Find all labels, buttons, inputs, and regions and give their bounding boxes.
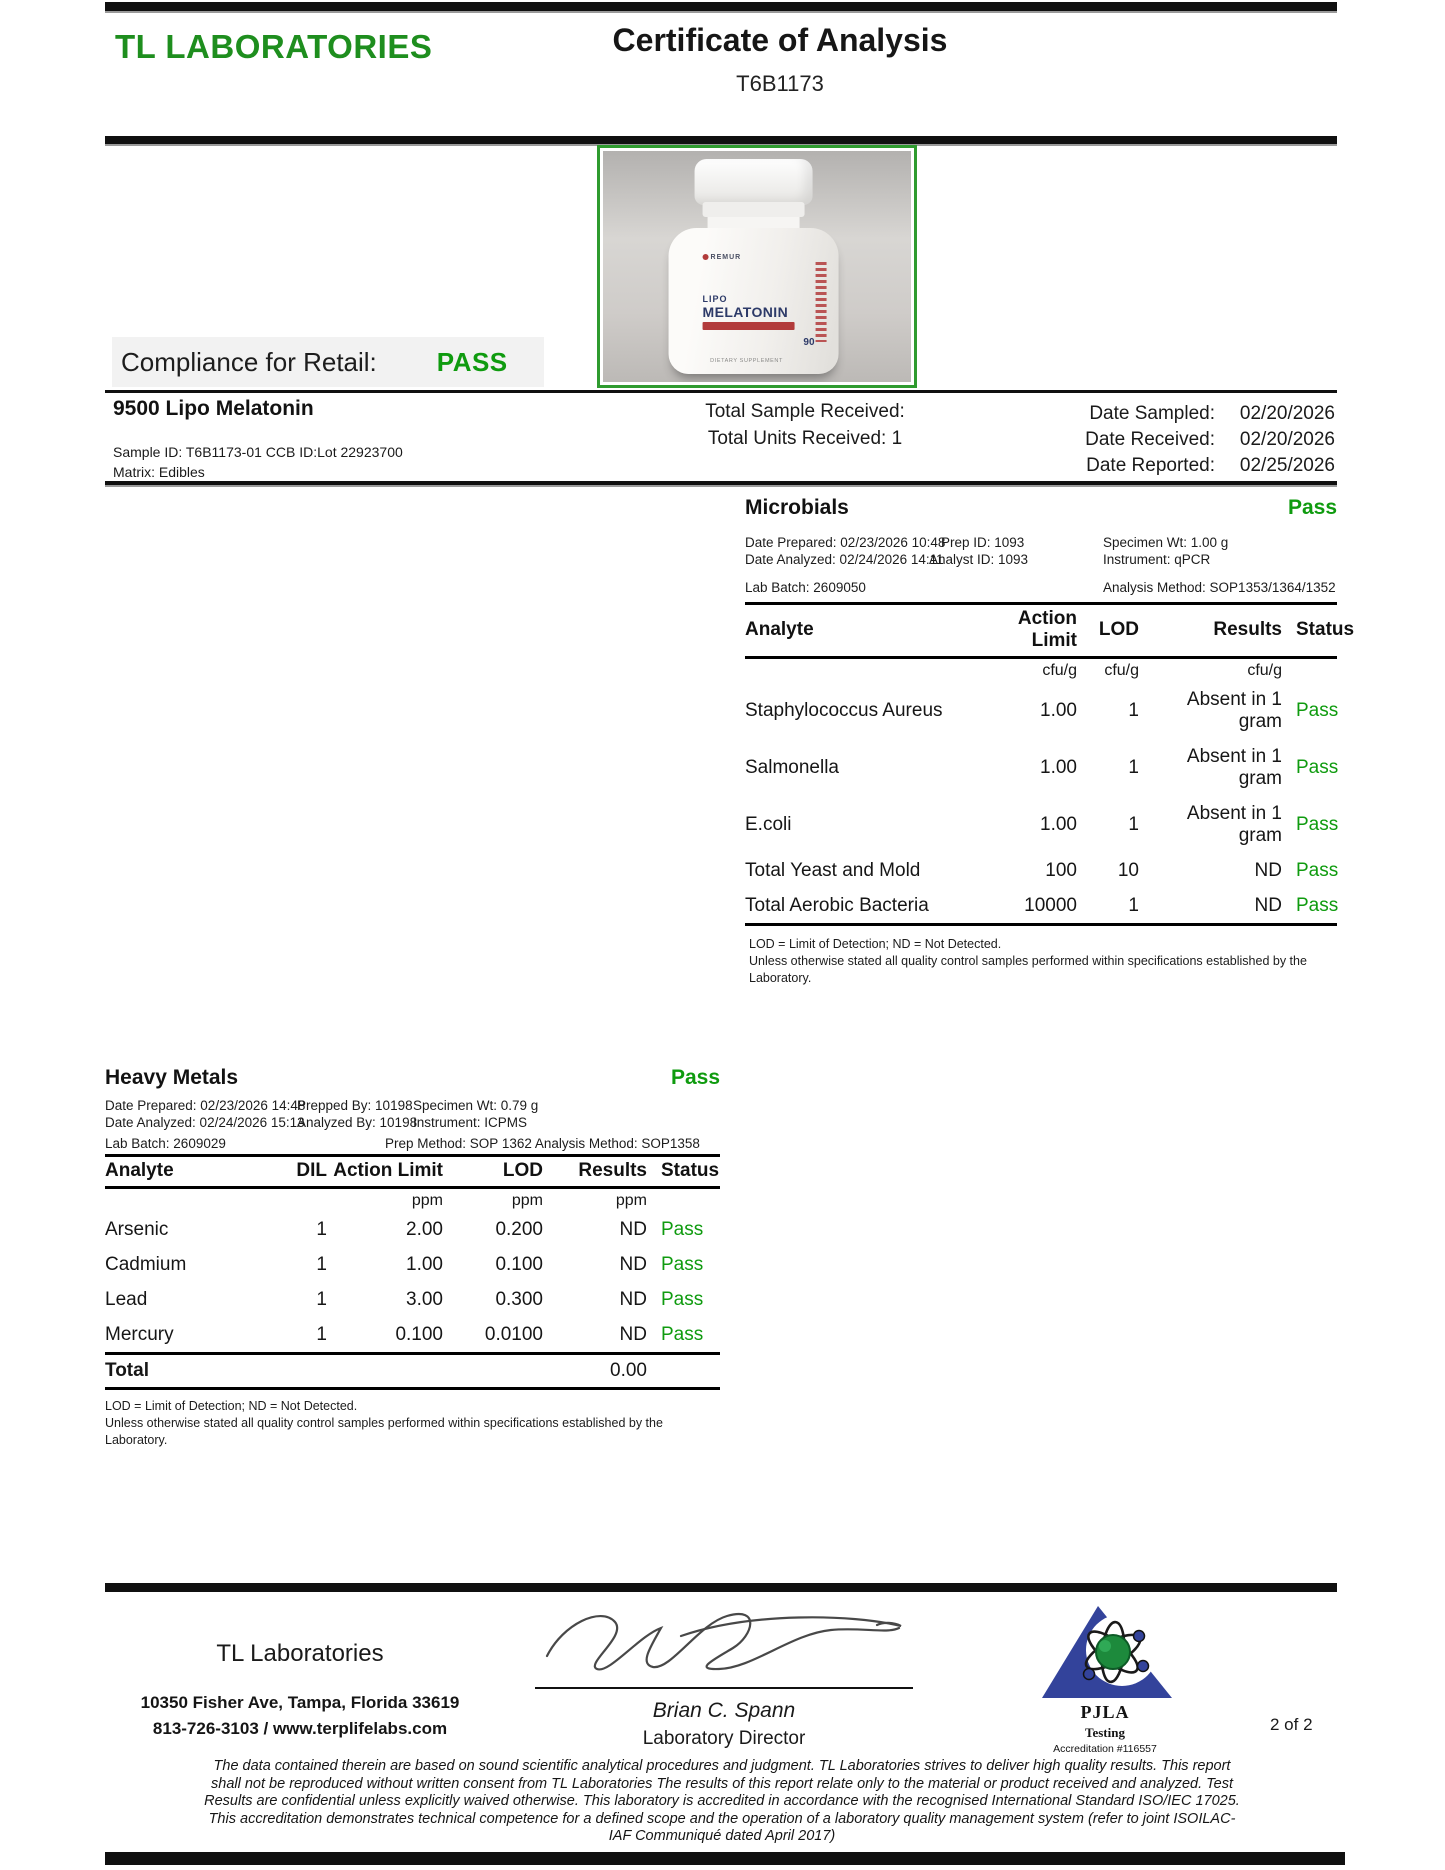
cell-status: Pass xyxy=(661,1254,704,1275)
table-row xyxy=(745,796,1337,853)
signature-block xyxy=(535,1598,913,1750)
total-units-received: Total Units Received: 1 xyxy=(707,428,903,449)
heavy-metals-footnotes xyxy=(105,1398,720,1449)
compliance-status: PASS xyxy=(436,346,508,377)
table-row xyxy=(745,888,1337,925)
sample-code: T6B1173 xyxy=(736,71,824,96)
date-row xyxy=(1000,455,1335,477)
cell-status: Pass xyxy=(1296,814,1339,835)
meta-analysis-method: Analysis Method: SOP1353/1364/1352 xyxy=(1103,580,1336,595)
header-action-limit: Action Limit xyxy=(973,604,1077,658)
cell-status: Pass xyxy=(661,1289,704,1310)
lab-brand: TL LABORATORIES xyxy=(115,28,433,65)
header-analyte: Analyte xyxy=(105,1156,263,1188)
meta-analyzed-by: Analyzed By: 10198 xyxy=(297,1115,418,1130)
bottle-brand-label xyxy=(703,254,742,261)
total-label: Total xyxy=(105,1354,263,1389)
bottle-label-bottom: DIETARY SUPPLEMENT xyxy=(710,358,783,364)
cell-results: ND xyxy=(1254,860,1282,881)
cell-results: ND xyxy=(543,1317,647,1354)
cell-analyte: Cadmium xyxy=(105,1254,187,1275)
sample-received-block xyxy=(645,398,965,452)
cell-results: Absent in 1 gram xyxy=(1186,746,1282,789)
meta-prepped-by: Prepped By: 10198 xyxy=(297,1098,413,1113)
pjla-accreditation-block xyxy=(1030,1600,1180,1755)
report-title-block xyxy=(530,22,1030,97)
signer-title: Laboratory Director xyxy=(642,1728,806,1749)
cell-lod: 1 xyxy=(1128,700,1139,721)
table-row xyxy=(745,739,1337,796)
cell-analyte: Salmonella xyxy=(745,757,839,778)
cell-dil: 1 xyxy=(316,1219,327,1240)
cell-analyte: Total Aerobic Bacteria xyxy=(745,888,973,925)
pjla-name: PJLA xyxy=(1080,1702,1130,1722)
footnote-line: LOD = Limit of Detection; ND = Not Detected. xyxy=(749,937,1002,951)
page-number: 2 of 2 xyxy=(1270,1715,1313,1734)
cell-analyte: Lead xyxy=(105,1289,148,1310)
meta-date-prepared: Date Prepared: 02/23/2026 10:48 xyxy=(745,535,946,550)
cell-analyte: Staphylococcus Aureus xyxy=(745,700,943,721)
unit-action-limit: ppm xyxy=(411,1192,443,1209)
cell-results: Absent in 1 gram xyxy=(1186,689,1282,732)
footnote-line: Unless otherwise stated all quality control samples performed within specifications established by the Laboratory. xyxy=(105,1416,663,1447)
cell-status: Pass xyxy=(1282,888,1337,925)
cell-analyte: E.coli xyxy=(745,814,792,835)
disclaimer: The data contained therein are based on sound scientific analytical procedures and judgment. TL Laboratories strives to deliver high quality results. This report shall not be reproduced without written consent from TL Laboratories The results of this report relate only to the material or product received and analyzed. Test Results are confidential unless explicitly waived otherwise. This laboratory is accredited in accordance with the recognised International Standard ISO/IEC 17025. This accreditation demonstrates technical competence for a defined scope and the operation of a laboratory quality management system (refer to joint ISOILAC-IAF Communiqué dated April 2017) xyxy=(204,1758,1240,1844)
header-dil: DIL xyxy=(263,1156,327,1188)
cell-status: Pass xyxy=(1296,700,1339,721)
date-label: Date Sampled: xyxy=(1089,403,1215,424)
unit-lod: ppm xyxy=(511,1192,543,1209)
cell-dil: 1 xyxy=(316,1254,327,1275)
date-value: 02/25/2026 xyxy=(1239,455,1335,476)
header-analyte: Analyte xyxy=(745,604,973,658)
bottle-cap-lip xyxy=(703,202,805,217)
cell-action-limit: 1.00 xyxy=(1040,700,1077,721)
pjla-logo-icon xyxy=(1030,1600,1180,1702)
compliance-label: Compliance for Retail: xyxy=(121,346,377,377)
signature xyxy=(535,1598,913,1680)
meta-analyst-id: Analyst ID: 1093 xyxy=(929,552,1029,567)
sample-id-line: Sample ID: T6B1173-01 CCB ID:Lot 22923700 xyxy=(113,444,403,460)
table-row xyxy=(745,682,1337,739)
cell-action-limit: 1.00 xyxy=(406,1254,443,1275)
bottle-body xyxy=(669,228,839,374)
header-action-limit: Action Limit xyxy=(327,1156,443,1188)
cell-analyte: Arsenic xyxy=(105,1219,169,1240)
date-row xyxy=(1000,403,1335,425)
cell-lod: 1 xyxy=(1128,814,1139,835)
meta-specimen-wt: Specimen Wt: 0.79 g xyxy=(413,1098,539,1113)
footnote-line: LOD = Limit of Detection; ND = Not Detected. xyxy=(105,1399,358,1413)
microbials-title: Microbials xyxy=(745,496,849,519)
microbials-table xyxy=(745,602,1355,926)
cell-results: ND xyxy=(619,1219,647,1240)
lab-info-block xyxy=(120,1640,480,1742)
cell-results: Absent in 1 gram xyxy=(1186,803,1282,846)
table-row xyxy=(105,1317,720,1354)
microbials-section xyxy=(745,496,1355,987)
cell-lod: 0.0100 xyxy=(443,1317,543,1354)
lab-phone-web: 813-726-3103 / www.terplifelabs.com xyxy=(152,1719,448,1738)
table-header-row xyxy=(105,1156,720,1188)
meta-date-analyzed: Date Analyzed: 02/24/2026 14:11 xyxy=(745,552,944,567)
meta-prep-method: Prep Method: SOP 1362 Analysis Method: SOP1358 xyxy=(385,1136,700,1151)
cell-results: ND xyxy=(619,1289,647,1310)
signature-line xyxy=(535,1687,913,1689)
bottle-label-melatonin: MELATONIN xyxy=(702,304,789,320)
product-photo xyxy=(597,145,917,388)
sample-name: 9500 Lipo Melatonin xyxy=(113,397,314,420)
footnote-line: Laboratory. xyxy=(749,971,812,985)
bottle xyxy=(668,159,840,374)
cell-action-limit: 1.00 xyxy=(1040,814,1077,835)
cell-lod: 0.200 xyxy=(495,1219,543,1240)
meta-date-analyzed: Date Analyzed: 02/24/2026 15:13 xyxy=(105,1115,305,1130)
date-label: Date Reported: xyxy=(1086,455,1215,476)
header-results: Results xyxy=(543,1156,647,1188)
cell-analyte: Total Yeast and Mold xyxy=(745,860,921,881)
top-rule xyxy=(105,2,1337,11)
cell-lod: 1 xyxy=(1077,888,1139,925)
table-header-row xyxy=(745,604,1337,658)
cell-status: Pass xyxy=(647,1317,720,1354)
meta-date-prepared: Date Prepared: 02/23/2026 14:48 xyxy=(105,1098,306,1113)
meta-instrument: Instrument: ICPMS xyxy=(413,1115,528,1130)
cell-action-limit: 3.00 xyxy=(406,1289,443,1310)
total-sample-received: Total Sample Received: xyxy=(705,401,905,422)
date-value: 02/20/2026 xyxy=(1239,429,1335,450)
microbials-status: Pass xyxy=(1287,496,1337,519)
compliance-rule xyxy=(105,390,1337,393)
cell-action-limit: 2.00 xyxy=(406,1219,443,1240)
unit-lod: cfu/g xyxy=(1104,662,1139,679)
meta-prep-id: Prep ID: 1093 xyxy=(941,535,1025,550)
cell-action-limit: 100 xyxy=(1045,860,1077,881)
meta-specimen-wt: Specimen Wt: 1.00 g xyxy=(1103,535,1229,550)
report-title: Certificate of Analysis xyxy=(612,22,948,58)
units-row xyxy=(745,658,1337,683)
units-row xyxy=(105,1188,720,1213)
bottle-brand-text: REMUR xyxy=(710,254,742,261)
sample-rule xyxy=(105,481,1337,485)
date-row xyxy=(1000,429,1335,451)
footer-rule xyxy=(105,1583,1337,1592)
matrix-line: Matrix: Edibles xyxy=(113,464,205,480)
total-row xyxy=(105,1354,720,1389)
meta-lab-batch: Lab Batch: 2609050 xyxy=(745,580,866,595)
cell-lod: 0.300 xyxy=(495,1289,543,1310)
cell-analyte: Mercury xyxy=(105,1317,263,1354)
date-value: 02/20/2026 xyxy=(1239,403,1335,424)
bottle-cap xyxy=(695,159,813,205)
bottle-brand-logo-icon xyxy=(703,254,709,260)
meta-lab-batch: Lab Batch: 2609029 xyxy=(105,1136,226,1151)
heavy-metals-title: Heavy Metals xyxy=(105,1066,239,1089)
cell-results: ND xyxy=(619,1254,647,1275)
bottle-side-sticker xyxy=(816,262,827,342)
compliance-banner xyxy=(112,337,544,387)
bottle-label-lipo: LIPO xyxy=(702,294,728,304)
photo-background xyxy=(603,151,911,382)
table-row xyxy=(105,1212,720,1247)
microbials-footnotes xyxy=(745,936,1337,987)
cell-action-limit: 10000 xyxy=(973,888,1077,925)
bottom-rule xyxy=(105,1852,1345,1865)
date-label: Date Received: xyxy=(1085,429,1215,450)
heavy-metals-status: Pass xyxy=(670,1066,720,1089)
cell-status: Pass xyxy=(1296,757,1339,778)
table-row xyxy=(105,1282,720,1317)
bottle-label-banner xyxy=(703,322,795,330)
total-results: 0.00 xyxy=(543,1354,647,1389)
table-row xyxy=(105,1247,720,1282)
cell-dil: 1 xyxy=(263,1317,327,1354)
lab-address: 10350 Fisher Ave, Tampa, Florida 33619 xyxy=(140,1693,460,1712)
unit-results: cfu/g xyxy=(1247,662,1282,679)
cell-action-limit: 0.100 xyxy=(327,1317,443,1354)
pjla-accreditation-number: Accreditation #116557 xyxy=(1053,1743,1157,1755)
header-rule xyxy=(105,136,1337,144)
unit-results: ppm xyxy=(615,1192,647,1209)
footnote-line: Unless otherwise stated all quality control samples performed within specifications established by the xyxy=(749,954,1307,968)
lab-name: TL Laboratories xyxy=(216,1640,384,1667)
cell-lod: 1 xyxy=(1128,757,1139,778)
unit-action-limit: cfu/g xyxy=(1042,662,1077,679)
heavy-metals-section xyxy=(105,1066,720,1449)
header-status: Status xyxy=(647,1156,720,1188)
heavy-metals-table xyxy=(105,1154,720,1390)
cell-lod: 0.100 xyxy=(495,1254,543,1275)
signer-name: Brian C. Spann xyxy=(652,1699,796,1722)
cell-status: Pass xyxy=(1296,860,1339,881)
cell-status: Pass xyxy=(661,1219,704,1240)
header-status: Status xyxy=(1282,604,1337,658)
cell-action-limit: 1.00 xyxy=(1040,757,1077,778)
cell-results: ND xyxy=(1139,888,1282,925)
pjla-program: Testing xyxy=(1085,1725,1125,1740)
header-lod: LOD xyxy=(1077,604,1139,658)
table-row xyxy=(745,853,1337,888)
bottle-count: 90 xyxy=(803,337,815,348)
cell-dil: 1 xyxy=(316,1289,327,1310)
header-results: Results xyxy=(1139,604,1282,658)
cell-lod: 10 xyxy=(1117,860,1139,881)
header-lod: LOD xyxy=(443,1156,543,1188)
meta-instrument: Instrument: qPCR xyxy=(1103,552,1211,567)
